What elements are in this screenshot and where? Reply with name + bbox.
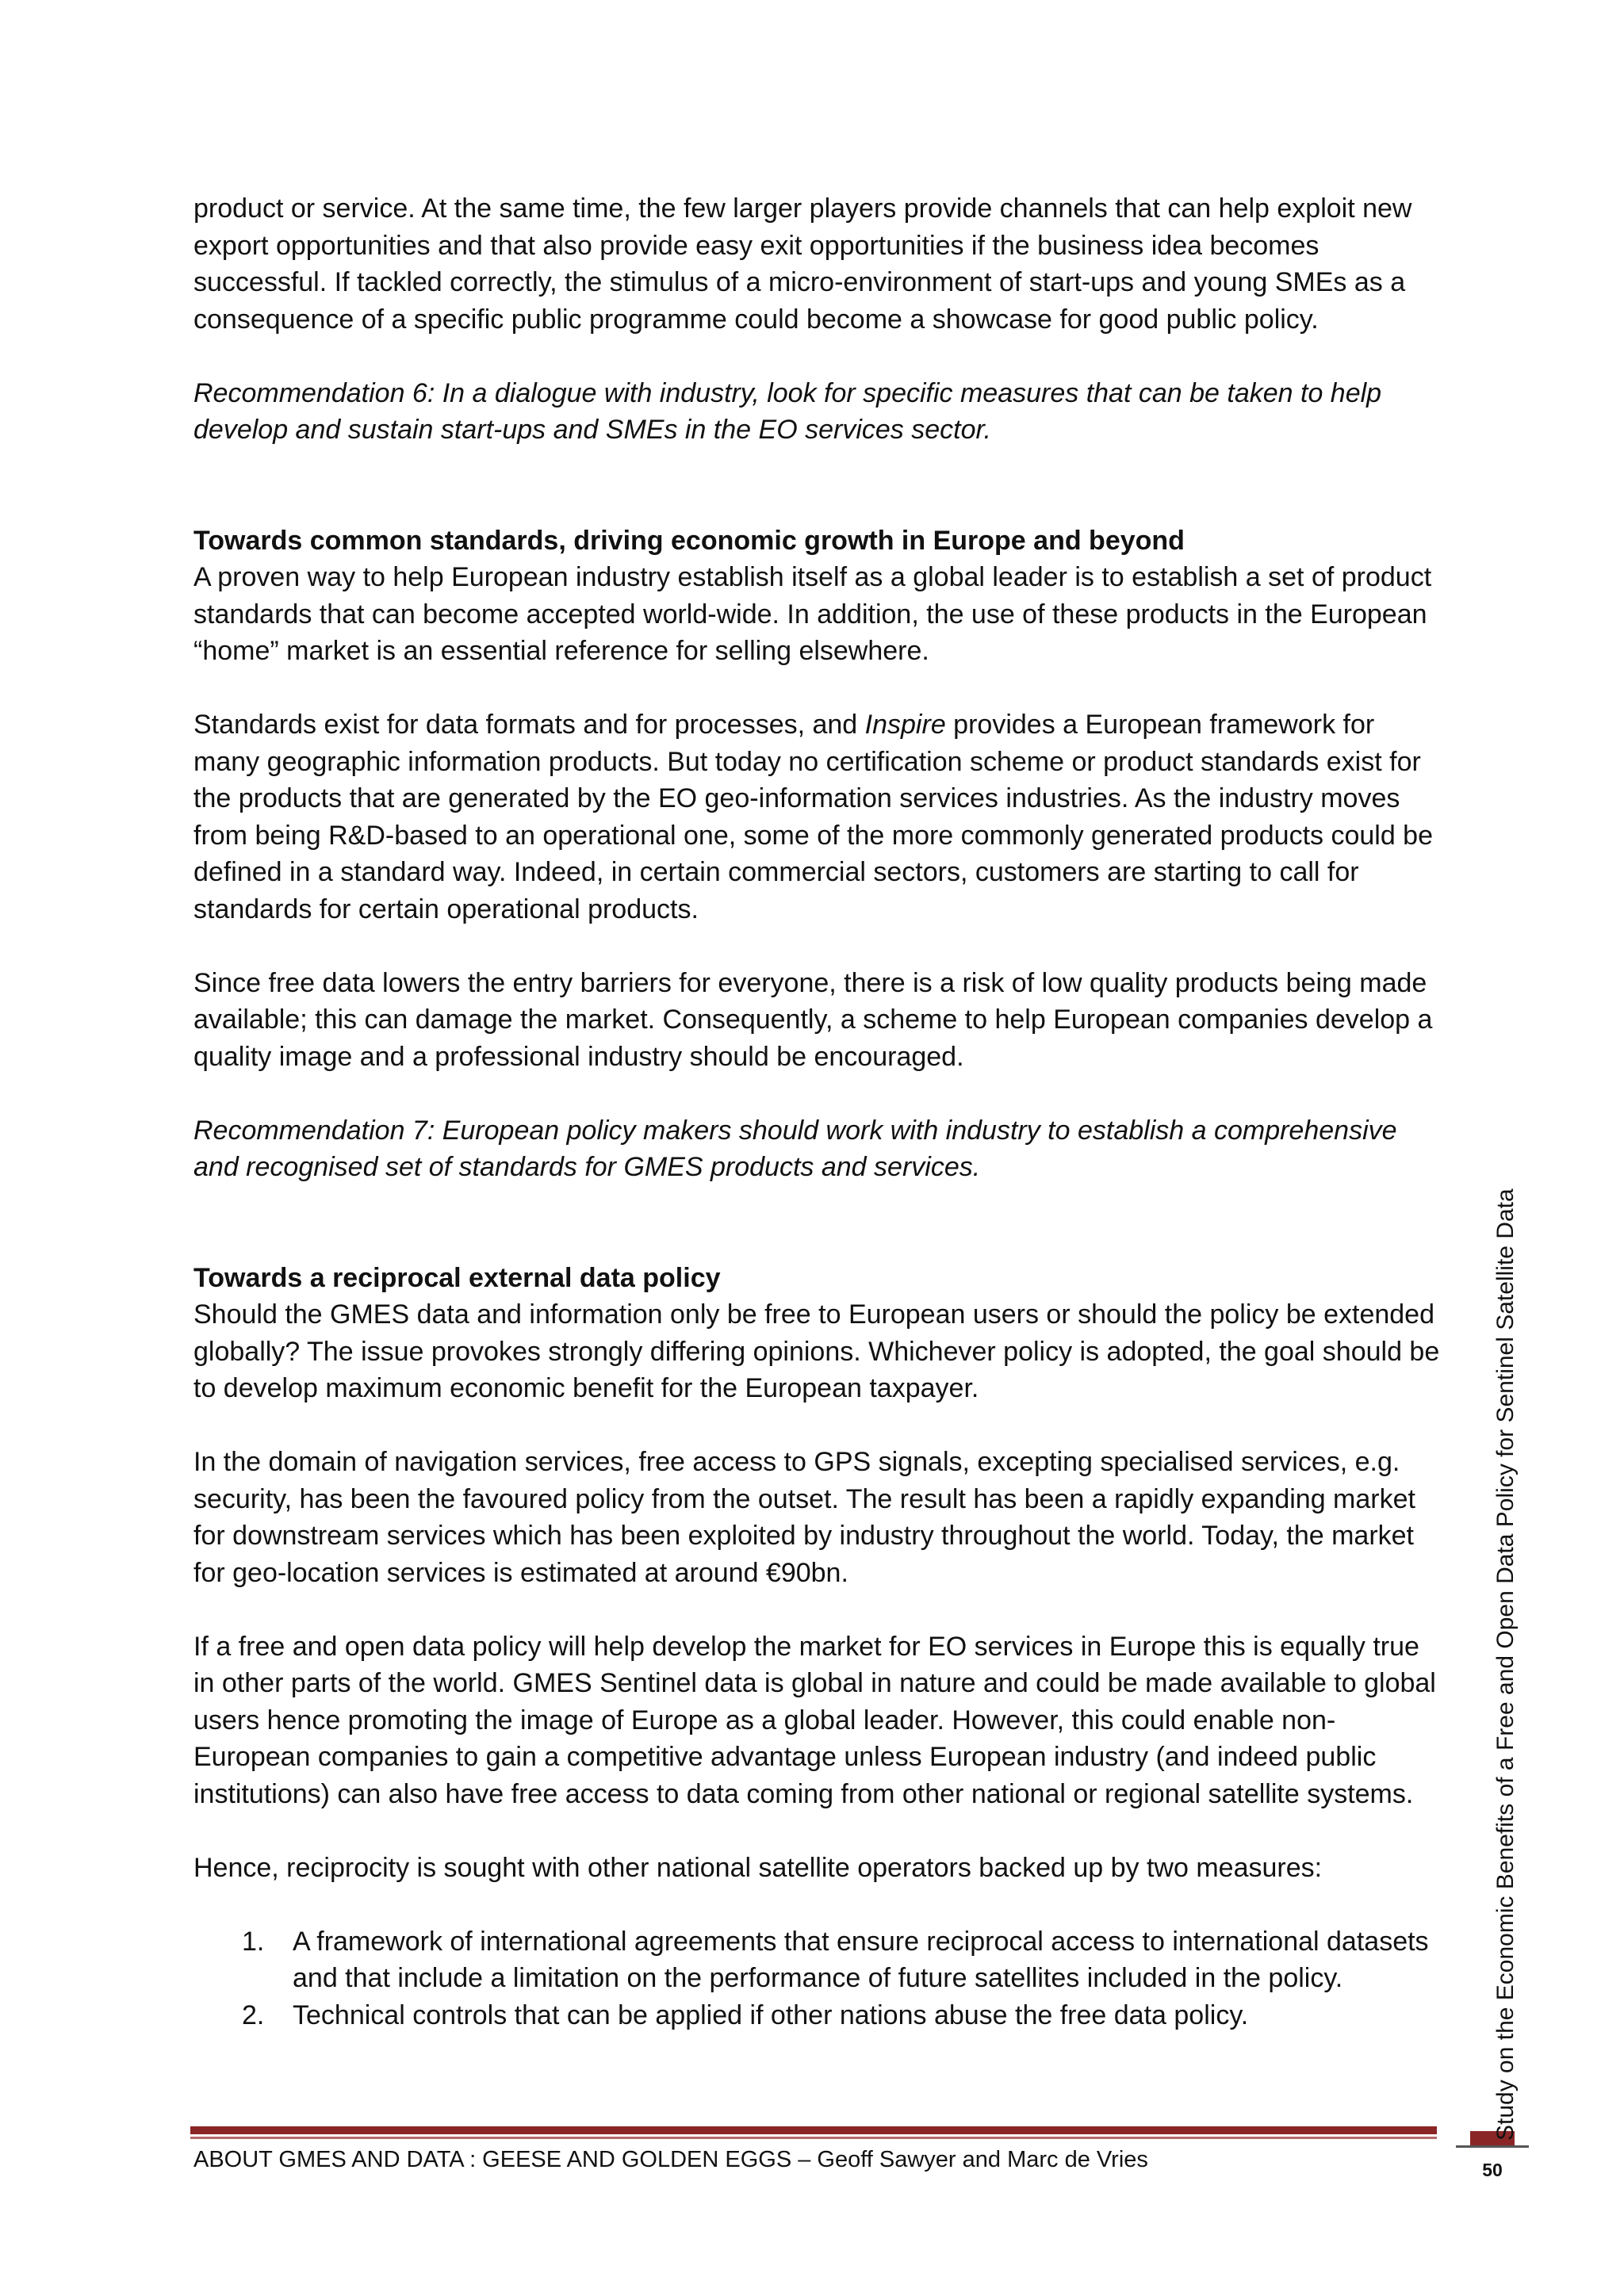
body-text	[193, 190, 1446, 2034]
list-item	[193, 1997, 1446, 2034]
paragraph-global-policy: Should the GMES data and information only be free to European users or should the policy be extended globally? The issue provokes strongly differing opinions. Whichever policy is adopted, the goal should be to develop maximum economic benefit for the European taxpayer.	[193, 1299, 1440, 1403]
inspire-term: Inspire	[864, 710, 946, 740]
recommendation-7: Recommendation 7: European policy makers should work with industry to establish a comprehensive and recognised set of standards for GMES products and services.	[193, 1115, 1397, 1182]
measures-list	[193, 1923, 1446, 2034]
text-run: provides a European framework for many geographic information products. But today no certification scheme or product standards exist for the products that are generated by the EO geo-information services industries. As the industry moves from being R&D-based to an operational one, some of the more commonly generated products could be defined in a standard way. Indeed, in certain commercial sectors, customers are starting to call for standards for certain operational products.	[193, 710, 1434, 924]
page-number-rule	[1456, 2145, 1529, 2148]
footer-rule-thick	[190, 2126, 1437, 2134]
list-item	[193, 1923, 1446, 1997]
list-number: 1.	[242, 1926, 265, 1957]
section-heading-reciprocal: Towards a reciprocal external data policy	[193, 1262, 721, 1293]
paragraph-navigation: In the domain of navigation services, free access to GPS signals, excepting specialised services, e.g. security, has been the favoured policy from the outset. The result has been a rapidly expanding market for downstream services which has been exploited by industry throughout the world. Today, the market for geo-location services is estimated at around €90bn.	[193, 1447, 1415, 1588]
list-number: 2.	[242, 1999, 265, 2030]
list-text: Technical controls that can be applied if other nations abuse the free data policy.	[293, 1999, 1249, 2030]
text-run: Standards exist for data formats and for processes, and	[193, 710, 865, 740]
footer-title: ABOUT GMES AND DATA : GEESE AND GOLDEN EGGS – Geoff Sawyer and Marc de Vries	[193, 2147, 1148, 2172]
paragraph-standards-exist	[193, 706, 1446, 928]
recommendation-6: Recommendation 6: In a dialogue with industry, look for specific measures that can be taken to help develop and sustain start-ups and SMEs in the EO services sector.	[193, 377, 1382, 445]
paragraph-global-users: If a free and open data policy will help develop the market for EO services in Europe this is equally true in other parts of the world. GMES Sentinel data is global in nature and could be made available to global users hence promoting the image of Europe as a global leader. However, this could enable non-European companies to gain a competitive advantage unless European industry (and indeed public institutions) can also have free access to data coming from other national or regional satellite systems.	[193, 1631, 1436, 1809]
paragraph-reciprocity: Hence, reciprocity is sought with other national satellite operators backed up by two measures:	[193, 1852, 1323, 1883]
footer-rule-thin	[190, 2137, 1437, 2139]
vertical-document-title: Study on the Economic Benefits of a Free and Open Data Policy for Sentinel Satellite Data	[1492, 1188, 1519, 2141]
section-heading-standards: Towards common standards, driving economic growth in Europe and beyond	[193, 525, 1185, 556]
list-text: A framework of international agreements that ensure reciprocal access to international datasets and that include a limitation on the performance of future satellites included in the policy.	[293, 1926, 1429, 1993]
paragraph-standards-intro: A proven way to help European industry establish itself as a global leader is to establish a set of product standards that can become accepted world-wide. In addition, the use of these products in the European “home” market is an essential reference for selling elsewhere.	[193, 562, 1432, 666]
page-number: 50	[1482, 2160, 1503, 2180]
paragraph-intro: product or service. At the same time, the few larger players provide channels that can help exploit new export opportunities and that also provide easy exit opportunities if the business idea becomes successful. If tackled correctly, the stimulus of a micro-environment of start-ups and young SMEs as a consequence of a specific public programme could become a showcase for good public policy.	[193, 193, 1412, 335]
paragraph-free-data-risk: Since free data lowers the entry barriers for everyone, there is a risk of low quality products being made available; this can damage the market. Consequently, a scheme to help European companies develop a quality image and a professional industry should be encouraged.	[193, 967, 1433, 1072]
